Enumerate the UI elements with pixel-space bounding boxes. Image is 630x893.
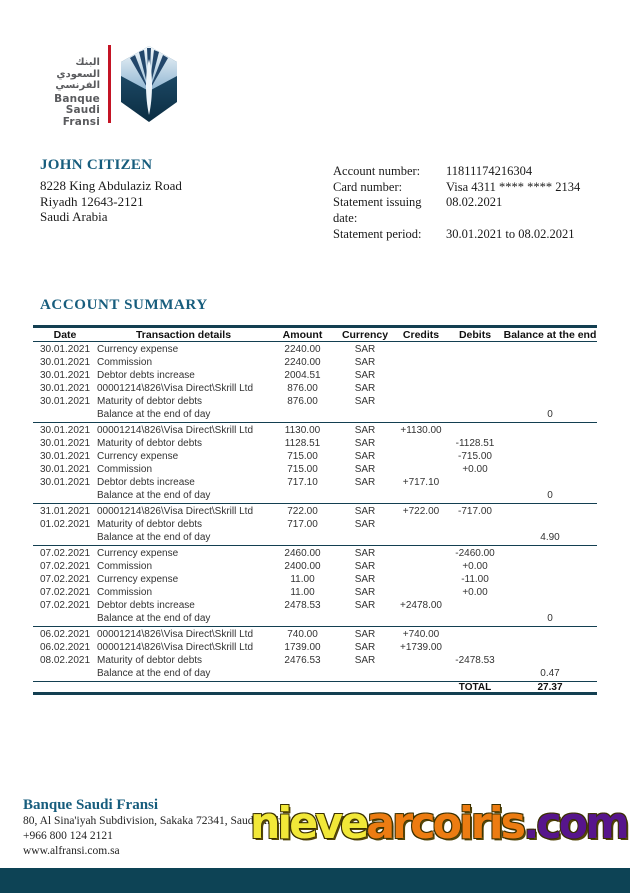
cell-amount: 2400.00 xyxy=(284,561,321,572)
cell-details: Balance at the end of day xyxy=(97,532,211,543)
cell-amount: 2476.53 xyxy=(284,655,321,666)
cell-credits: +1739.00 xyxy=(400,642,442,653)
cell-currency: SAR xyxy=(354,519,376,530)
table-row xyxy=(33,599,597,612)
col-header-balance: Balance at the end xyxy=(503,328,597,341)
cell-date: 30.01.2021 xyxy=(39,344,91,355)
table-row xyxy=(33,654,597,667)
col-header-currency: Currency xyxy=(341,328,389,341)
cell-currency: SAR xyxy=(354,548,376,559)
table-row xyxy=(33,382,597,395)
cell-date: 01.02.2021 xyxy=(39,519,91,530)
cell-details: Commission xyxy=(97,561,153,572)
account-info-block xyxy=(333,164,580,242)
watermark-text xyxy=(250,798,627,849)
cell-debits: -2478.53 xyxy=(455,655,495,666)
table-row xyxy=(33,547,597,560)
transaction-group xyxy=(33,423,597,504)
cell-currency: SAR xyxy=(354,451,376,462)
statement-period-value: 30.01.2021 to 08.02.2021 xyxy=(446,226,575,241)
cell-debits: -11.00 xyxy=(461,574,489,585)
bank-logo-text xyxy=(40,45,100,129)
cell-details: Commission xyxy=(97,464,153,475)
cell-currency: SAR xyxy=(354,587,376,598)
cell-amount: 2004.51 xyxy=(284,370,321,381)
cell-amount: 715.00 xyxy=(287,464,318,475)
table-row xyxy=(33,463,597,476)
cell-amount: 1130.00 xyxy=(284,425,321,436)
table-row xyxy=(33,586,597,599)
account-number-label: Account number: xyxy=(333,164,421,178)
statement-issuing-date-label: Statement issuing date: xyxy=(333,195,422,225)
account-number-row xyxy=(333,164,580,180)
col-header-transaction-details: Transaction details xyxy=(135,328,232,341)
cell-date: 31.01.2021 xyxy=(39,506,91,517)
cell-details: Balance at the end of day xyxy=(97,490,211,501)
cell-currency: SAR xyxy=(354,561,376,572)
cell-details: Maturity of debtor debts xyxy=(97,438,203,449)
statement-period-row xyxy=(333,227,580,243)
cell-amount: 1739.00 xyxy=(284,642,321,653)
cell-details: 00001214\826\Visa Direct\Skrill Ltd xyxy=(97,642,254,653)
cell-date: 07.02.2021 xyxy=(39,587,91,598)
cell-amount: 715.00 xyxy=(287,451,318,462)
cell-currency: SAR xyxy=(354,629,376,640)
cell-details: Currency expense xyxy=(97,548,179,559)
cell-amount: 2240.00 xyxy=(284,344,321,355)
watermark-segment-nieve: nieve xyxy=(250,798,367,849)
cell-debits: -717.00 xyxy=(458,506,492,517)
table-row xyxy=(33,476,597,489)
cell-debits: +0.00 xyxy=(462,464,488,475)
cell-debits: -715.00 xyxy=(458,451,492,462)
statement-issuing-date-value: 08.02.2021 xyxy=(446,195,503,210)
bank-name-latin-line: Fransi xyxy=(62,116,100,128)
balance-row xyxy=(33,612,597,625)
cell-currency: SAR xyxy=(354,506,376,517)
card-number-value: Visa 4311 **** **** 2134 xyxy=(446,179,581,194)
cell-details: Balance at the end of day xyxy=(97,668,211,679)
customer-address xyxy=(40,178,182,225)
cell-details: 00001214\826\Visa Direct\Skrill Ltd xyxy=(97,425,254,436)
cell-currency: SAR xyxy=(354,655,376,666)
cell-date: 30.01.2021 xyxy=(39,425,91,436)
cell-date: 30.01.2021 xyxy=(39,464,91,475)
cell-balance: 0.47 xyxy=(540,668,560,679)
cell-date: 30.01.2021 xyxy=(39,451,91,462)
col-header-amount: Amount xyxy=(282,328,323,341)
table-row xyxy=(33,343,597,356)
bank-name-arabic-line: السعودي xyxy=(56,68,100,80)
cell-amount: 1128.51 xyxy=(284,438,321,449)
cell-date: 30.01.2021 xyxy=(39,396,91,407)
table-row xyxy=(33,424,597,437)
cell-currency: SAR xyxy=(354,370,376,381)
cell-balance: 0 xyxy=(547,490,553,501)
bank-name-arabic-line: الفرنسي xyxy=(55,80,100,91)
cell-details: Balance at the end of day xyxy=(97,613,211,624)
cell-currency: SAR xyxy=(354,600,376,611)
bank-name-latin-line: Banque xyxy=(54,92,100,105)
cell-credits: +722.00 xyxy=(402,506,440,517)
statement-issuing-date-row xyxy=(333,195,580,226)
cell-date: 30.01.2021 xyxy=(39,438,91,449)
cell-balance: 27.37 xyxy=(537,681,563,693)
bank-logo xyxy=(40,45,180,129)
bank-logo-gem-icon xyxy=(118,45,180,123)
customer-address-line: Riyadh 12643-2121 xyxy=(40,193,144,209)
footer-phone: +966 800 124 2121 xyxy=(23,829,113,842)
footer-address: 80, Al Sina'iyah Subdivision, Sakaka 72341, Saudi Arabia xyxy=(23,815,291,827)
cell-details: Debtor debts increase xyxy=(97,477,195,488)
balance-row xyxy=(33,489,597,502)
cell-amount: 2460.00 xyxy=(284,548,321,559)
cell-currency: SAR xyxy=(354,464,376,475)
table-row xyxy=(33,369,597,382)
cell-amount: 717.10 xyxy=(287,477,318,488)
cell-amount: 2478.53 xyxy=(284,600,321,611)
bank-name-arabic xyxy=(40,57,100,92)
cell-details: Currency expense xyxy=(97,344,179,355)
cell-debits: +0.00 xyxy=(462,587,488,598)
cell-date: 06.02.2021 xyxy=(39,629,91,640)
table-row xyxy=(33,437,597,450)
table-row xyxy=(33,356,597,369)
footer-bank-name: Banque Saudi Fransi xyxy=(23,797,159,813)
card-number-row xyxy=(333,180,580,196)
cell-amount: 11.00 xyxy=(290,574,315,585)
cell-currency: SAR xyxy=(354,344,376,355)
bank-name-latin-line: Saudi xyxy=(65,104,100,117)
bank-name-latin xyxy=(40,94,100,129)
cell-details: 00001214\826\Visa Direct\Skrill Ltd xyxy=(97,629,254,640)
transaction-group xyxy=(33,504,597,546)
cell-balance: 4.90 xyxy=(540,532,560,543)
cell-date: 08.02.2021 xyxy=(39,655,91,666)
table-row xyxy=(33,395,597,408)
cell-amount: 876.00 xyxy=(287,396,318,407)
balance-row xyxy=(33,667,597,680)
table-row xyxy=(33,450,597,463)
logo-red-divider xyxy=(108,45,111,123)
cell-debits: +0.00 xyxy=(462,561,488,572)
cell-details: Maturity of debtor debts xyxy=(97,655,203,666)
cell-date: 07.02.2021 xyxy=(39,561,91,572)
cell-details: Commission xyxy=(97,357,153,368)
customer-address-line: 8228 King Abdulaziz Road xyxy=(40,178,182,193)
table-row xyxy=(33,628,597,641)
cell-date: 30.01.2021 xyxy=(39,383,91,394)
cell-date: 07.02.2021 xyxy=(39,600,91,611)
cell-date: 30.01.2021 xyxy=(39,370,91,381)
footer-website: www.alfransi.com.sa xyxy=(23,844,120,857)
cell-amount: 740.00 xyxy=(287,629,318,640)
cell-details: Currency expense xyxy=(97,451,179,462)
table-row xyxy=(33,641,597,654)
cell-currency: SAR xyxy=(354,383,376,394)
cell-currency: SAR xyxy=(354,425,376,436)
cell-amount: 11.00 xyxy=(290,587,315,598)
cell-amount: 717.00 xyxy=(287,519,318,530)
cell-date: 30.01.2021 xyxy=(39,477,91,488)
col-header-credits: Credits xyxy=(402,328,440,341)
table-row xyxy=(33,505,597,518)
cell-details: Debtor debts increase xyxy=(97,370,195,381)
cell-date: 30.01.2021 xyxy=(39,357,91,368)
cell-details: Currency expense xyxy=(97,574,179,585)
cell-currency: SAR xyxy=(354,642,376,653)
cell-details: Maturity of debtor debts xyxy=(97,519,203,530)
account-summary-title: ACCOUNT SUMMARY xyxy=(40,297,208,313)
summary-table-header xyxy=(33,325,597,342)
cell-currency: SAR xyxy=(354,574,376,585)
total-row xyxy=(33,682,597,695)
customer-block xyxy=(40,157,182,225)
transaction-group xyxy=(33,627,597,682)
watermark-segment-arcoiris: arcoiris xyxy=(366,798,524,849)
summary-table-body xyxy=(33,342,597,695)
bank-name-arabic-line: البنك xyxy=(75,57,100,68)
table-row xyxy=(33,573,597,586)
cell-details: Maturity of debtor debts xyxy=(97,396,203,407)
cell-amount: 722.00 xyxy=(287,506,318,517)
cell-credits: +717.10 xyxy=(402,477,440,488)
summary-table xyxy=(33,325,597,695)
cell-details: 00001214\826\Visa Direct\Skrill Ltd xyxy=(97,506,254,517)
cell-debits: -2460.00 xyxy=(455,548,495,559)
cell-details: Debtor debts increase xyxy=(97,600,195,611)
cell-details: Commission xyxy=(97,587,153,598)
cell-currency: SAR xyxy=(354,477,376,488)
cell-currency: SAR xyxy=(354,357,376,368)
account-number-value: 11811174216304 xyxy=(446,164,533,178)
cell-credits: +1130.00 xyxy=(400,425,442,436)
cell-currency: SAR xyxy=(354,396,376,407)
cell-details: Balance at the end of day xyxy=(97,409,211,420)
transaction-group xyxy=(33,546,597,627)
cell-details: 00001214\826\Visa Direct\Skrill Ltd xyxy=(97,383,254,394)
card-number-label: Card number: xyxy=(333,179,403,194)
cell-date: 07.02.2021 xyxy=(39,548,91,559)
cell-balance: 0 xyxy=(547,409,553,420)
cell-amount: 876.00 xyxy=(287,383,318,394)
cell-balance: 0 xyxy=(547,613,553,624)
bottom-teal-bar xyxy=(0,868,630,893)
cell-currency: SAR xyxy=(354,438,376,449)
customer-name: JOHN CITIZEN xyxy=(40,157,153,173)
col-header-debits: Debits xyxy=(458,328,492,341)
customer-address-line: Saudi Arabia xyxy=(40,209,108,225)
cell-date: 06.02.2021 xyxy=(39,642,91,653)
cell-debits: TOTAL xyxy=(458,681,492,693)
balance-row xyxy=(33,531,597,544)
table-row xyxy=(33,518,597,531)
statement-period-label: Statement period: xyxy=(333,226,422,241)
transaction-group xyxy=(33,342,597,423)
cell-amount: 2240.00 xyxy=(284,357,321,368)
table-row xyxy=(33,560,597,573)
watermark-segment-com: .com xyxy=(523,798,627,849)
cell-debits: -1128.51 xyxy=(455,438,495,449)
cell-date: 07.02.2021 xyxy=(39,574,91,585)
cell-credits: +740.00 xyxy=(402,629,440,640)
balance-row xyxy=(33,408,597,421)
cell-credits: +2478.00 xyxy=(400,600,442,611)
col-header-date: Date xyxy=(53,328,77,341)
